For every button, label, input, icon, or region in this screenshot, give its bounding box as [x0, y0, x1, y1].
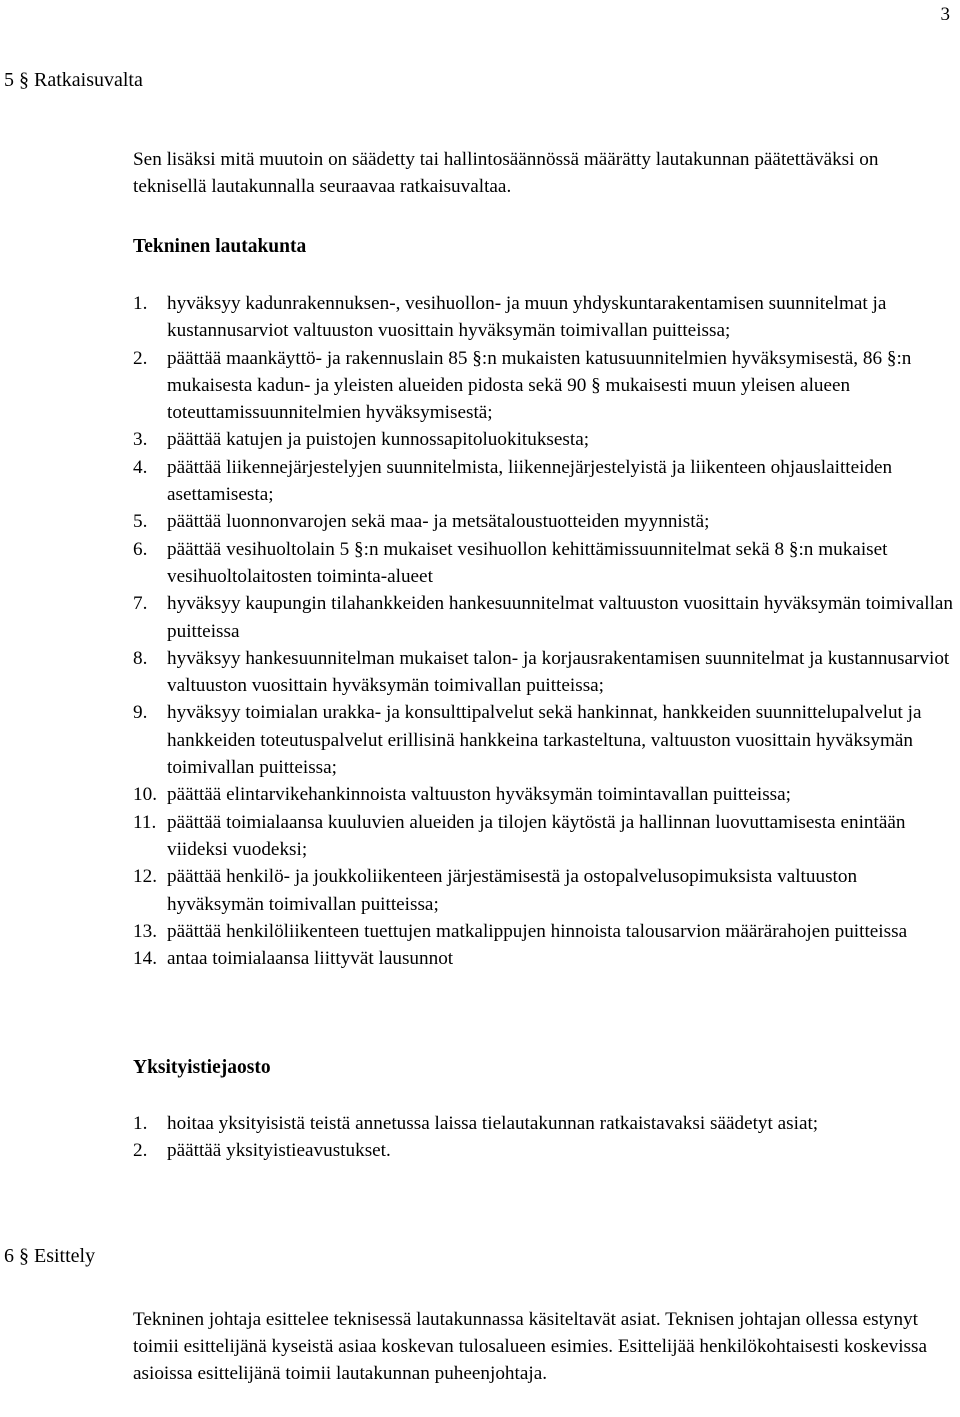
section-6-heading: 6 § Esittely — [4, 1245, 96, 1267]
list-item — [133, 781, 958, 808]
page-number: 3 — [940, 4, 950, 25]
item-text: antaa toimialaansa liittyvät lausunnot — [167, 948, 454, 970]
tekninen-lautakunta-heading: Tekninen lautakunta — [133, 236, 307, 257]
item-text: hoitaa yksityisistä teistä annetussa laissa tielautakunnan ratkaistavaksi säädetyt asiat; — [167, 1113, 819, 1134]
item-text: hyväksyy toimialan urakka- ja konsulttipalvelut sekä hankinnat, hankkeiden suunnittelupalvelut ja hankkeiden toteutuspalvelut erillisinä hankkeina tarkasteltuna, valtuuston vuosittain hyväksymän toimivallan puitteissa; — [167, 702, 922, 779]
yksityistiejaosto-heading: Yksityistiejaosto — [133, 1057, 271, 1078]
item-number: 8. — [133, 647, 148, 669]
item-number: 6. — [133, 538, 148, 560]
section-5-intro: Sen lisäksi mitä muutoin on säädetty tai hallintosäännössä määrätty lautakunnan päätettäväksi on teknisellä lautakunnalla seuraavaa ratkaisuvaltaa. — [133, 149, 879, 197]
list-item — [133, 426, 958, 453]
item-text: hyväksyy kadunrakennuksen-, vesihuollon- ja muun yhdyskuntarakentamisen suunnitelmat ja kustannusarviot valtuuston vuosittain hyväksymän toimivallan puitteissa; — [167, 293, 887, 342]
item-text: päättää toimialaansa kuuluvien alueiden ja tilojen käytöstä ja hallinnan luovuttamisesta enintään viideksi vuodeksi; — [167, 811, 906, 860]
item-text: päättää vesihuoltolain 5 §:n mukaiset vesihuollon kehittämissuunnitelmat sekä 8 §:n mukaiset vesihuoltolaitosten toiminta-alueet — [167, 538, 888, 587]
section-6-body-block — [133, 1306, 948, 1387]
item-text: päättää luonnonvarojen sekä maa- ja metsätaloustuotteiden myynnistä; — [167, 511, 710, 533]
section-5-intro-block — [133, 146, 948, 200]
item-number: 7. — [133, 593, 148, 615]
item-text: päättää henkilö- ja joukkoliikenteen järjestämisestä ja ostopalvelusopimuksista valtuuston hyväksymän toimivallan puitteissa; — [167, 866, 858, 915]
item-text: hyväksyy hankesuunnitelman mukaiset talon- ja korjausrakentamisen suunnitelmat ja kustannusarviot valtuuston vuosittain hyväksymän toimivallan puitteissa; — [167, 647, 950, 697]
item-number: 1. — [133, 293, 148, 314]
item-text: päättää maankäyttö- ja rakennuslain 85 §:n mukaisten katusuunnitelmien hyväksymisestä, 86 §:n mukaisesta kadun- ja yleisten alueiden pidosta sekä 90 § mukaisesti muun yleisen alueen toteuttamissuunnitelmien hyväksymisestä; — [167, 347, 912, 424]
list-item — [133, 918, 958, 945]
item-number: 11. — [133, 811, 157, 833]
item-number: 13. — [133, 920, 157, 942]
list-item — [133, 536, 958, 591]
yksityistiejaosto-list — [133, 1110, 933, 1165]
list-item — [133, 508, 958, 535]
list-item — [133, 945, 958, 972]
item-number: 12. — [133, 866, 157, 888]
item-number: 3. — [133, 429, 148, 451]
list-item — [133, 699, 958, 781]
list-item — [133, 454, 958, 509]
item-number: 2. — [133, 347, 148, 369]
item-number: 14. — [133, 948, 157, 970]
item-text: päättää yksityistieavustukset. — [167, 1140, 391, 1162]
list-item — [133, 1137, 933, 1164]
item-number: 10. — [133, 784, 157, 806]
item-text: päättää elintarvikehankinnoista valtuuston hyväksymän toimintavallan puitteissa; — [167, 784, 791, 806]
item-number: 1. — [133, 1113, 148, 1134]
list-item — [133, 863, 958, 918]
list-item — [133, 590, 958, 645]
item-number: 4. — [133, 456, 148, 478]
list-item — [133, 645, 958, 700]
list-item — [133, 1110, 933, 1137]
item-text: päättää katujen ja puistojen kunnossapitoluokituksesta; — [167, 429, 590, 451]
list-item — [133, 290, 958, 345]
section-5-heading: 5 § Ratkaisuvalta — [4, 69, 143, 91]
list-item — [133, 809, 958, 864]
item-number: 9. — [133, 702, 148, 724]
list-item — [133, 345, 958, 427]
item-text: päättää henkilöliikenteen tuettujen matkalippujen hinnoista talousarvion määrärahojen puitteissa — [167, 920, 908, 942]
item-text: hyväksyy kaupungin tilahankkeiden hankesuunnitelmat valtuuston vuosittain hyväksymän toimivallan puitteissa — [167, 593, 954, 642]
item-text: päättää liikennejärjestelyjen suunnitelmista, liikennejärjestelyistä ja liikenteen ohjauslaitteiden asettamisesta; — [167, 456, 893, 506]
tekninen-lautakunta-list — [133, 290, 958, 972]
section-6-body: Tekninen johtaja esittelee teknisessä lautakunnassa käsiteltavät asiat. Teknisen johtajan ollessa estynyt toimii esittelijänä kyseistä asiaa koskevan tulosalueen esimies. Esittelijää henkilökohtaisesti koskevissa asioissa esittelijänä toimii lautakunnan puheenjohtaja. — [133, 1309, 927, 1384]
item-number: 2. — [133, 1140, 148, 1162]
item-number: 5. — [133, 511, 148, 533]
